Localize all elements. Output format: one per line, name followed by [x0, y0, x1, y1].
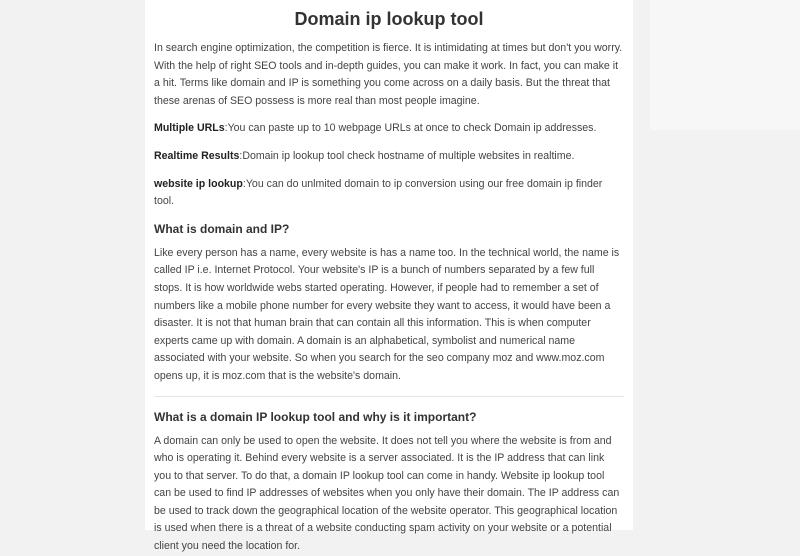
feature-label: Multiple URLs	[154, 122, 225, 135]
feature-realtime-results	[154, 148, 624, 166]
feature-label: website ip lookup	[154, 177, 243, 190]
feature-label: Realtime Results	[154, 149, 240, 162]
section-heading-lookup-tool: What is a domain IP lookup tool and why is it important?	[154, 409, 477, 424]
intro-paragraph: In search engine optimization, the competition is fierce. It is intimidating at times but don't you worry. With the help of right SEO tools and in-depth guides, you can make it work. In fact, you can make it a hit. Terms like domain and IP is something you come across on a daily basis. But the threat that these arenas of SEO possess is more real than most people imagine.	[154, 42, 623, 107]
feature-website-ip-lookup	[154, 176, 624, 211]
feature-multiple-urls	[154, 120, 624, 138]
article-container	[145, 0, 633, 553]
section-body-domain-and-ip: Like every person has a name, every website is has a name too. In the technical world, the name is called IP i.e. Internet Protocol. Your website's IP is a bunch of numbers separated by a few full stops. It is how worldwide webs started operating. However, if people had to remember a set of numbers like a mobile phone number for every website they want to access, it would have been a disaster. It is not that human brain that can contain all this information. This is when computer experts came up with domain. A domain is an alphabetical, symbolist and numerical name associated with your website. So when you search for the seo company moz and www.moz.com opens up, it is moz.com that is the website's domain.	[154, 246, 620, 382]
page-title: Domain ip lookup tool	[294, 9, 484, 29]
feature-text: :You can paste up to 10 webpage URLs at once to check Domain ip addresses.	[224, 122, 597, 135]
section-body-lookup-tool: A domain can only be used to open the website. It does not tell you where the website is from and who is operating it. Behind every website is a server associated. It is the IP address that can link you to that server. To do that, a domain IP lookup tool can come in handy. Website ip lookup tool can be used to find IP addresses of websites when you only have their domain. The IP address can be used to track down the geographical location of the website operator. This geographical location is used when there is a threat of a website conducting spam activity on your website or a potential client you need the location for.	[154, 434, 620, 553]
feature-text: :You can do unlmited domain to ip conversion using our free domain ip finder tool.	[154, 177, 603, 208]
section-divider	[154, 396, 624, 397]
feature-text: :Domain ip lookup tool check hostname of multiple websites in realtime.	[239, 149, 575, 162]
sidebar-panel	[650, 0, 800, 130]
section-heading-domain-and-ip: What is domain and IP?	[154, 221, 290, 236]
